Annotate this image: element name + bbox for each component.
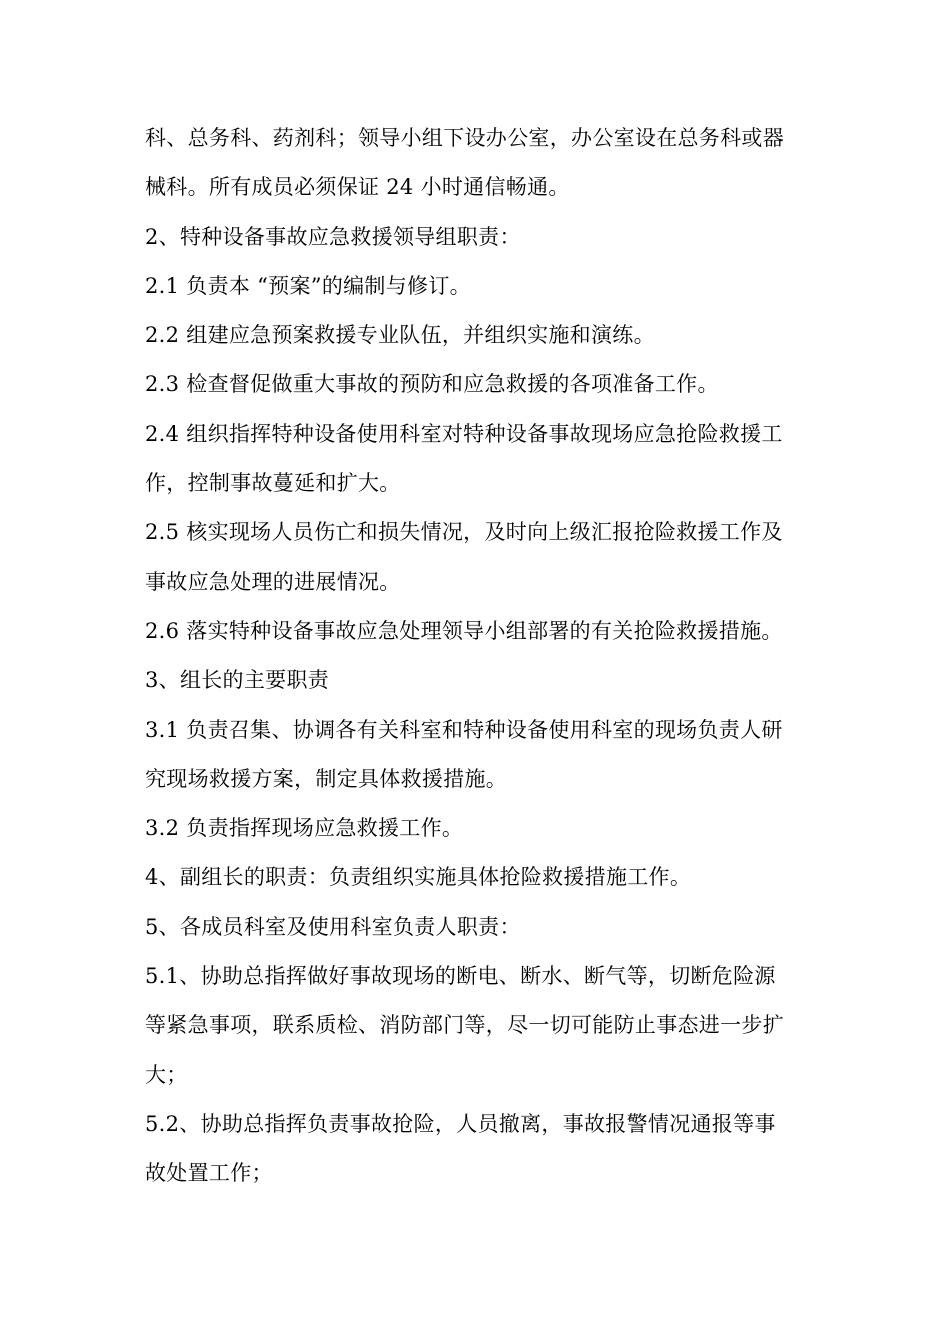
text-line: 科、总务科、药剂科；领导小组下设办公室，办公室设在总务科或器 (145, 126, 784, 150)
list-item: 2.3 检查督促做重大事故的预防和应急救援的各项准备工作。 (145, 372, 719, 397)
text-line: 作，控制事故蔓延和扩大。 (145, 471, 401, 496)
text-line: 事故应急处理的进展情况。 (145, 569, 401, 594)
list-item: 2.1 负责本 “预案”的编制与修订。 (145, 273, 471, 298)
text-line: 究现场救援方案，制定具体救援措施。 (145, 766, 508, 791)
section-heading: 4、副组长的职责：负责组织实施具体抢险救援措施工作。 (145, 865, 692, 890)
section-heading: 3、组长的主要职责 (145, 668, 330, 693)
list-item: 5.2、协助总指挥负责事故抢险，人员撤离，事故报警情况通报等事 (145, 1111, 776, 1136)
text-line: 大； (145, 1062, 188, 1087)
list-item: 2.5 核实现场人员伤亡和损失情况，及时向上级汇报抢险救援工作及 (145, 520, 783, 545)
list-item: 2.2 组建应急预案救援专业队伍，并组织实施和演练。 (145, 323, 655, 348)
section-heading: 2、特种设备事故应急救援领导组职责： (145, 224, 521, 249)
text-line: 等紧急事项，联系质检、消防部门等，尽一切可能防止事态进一步扩 (145, 1013, 784, 1038)
text-line: 械科。所有成员必须保证 24 小时通信畅通。 (145, 175, 570, 200)
list-item: 3.1 负责召集、协调各有关科室和特种设备使用科室的现场负责人研 (145, 717, 783, 742)
list-item: 2.4 组织指挥特种设备使用科室对特种设备事故现场应急抢险救援工 (145, 421, 783, 446)
section-heading: 5、各成员科室及使用科室负责人职责： (145, 914, 521, 939)
document-body (145, 114, 810, 1199)
list-item: 3.2 负责指挥现场应急救援工作。 (145, 816, 464, 841)
text-line: 故处置工作； (145, 1161, 273, 1186)
list-item: 2.6 落实特种设备事故应急处理领导小组部署的有关抢险救援措施。 (145, 618, 783, 643)
list-item: 5.1、协助总指挥做好事故现场的断电、断水、断气等，切断危险源 (145, 964, 776, 989)
